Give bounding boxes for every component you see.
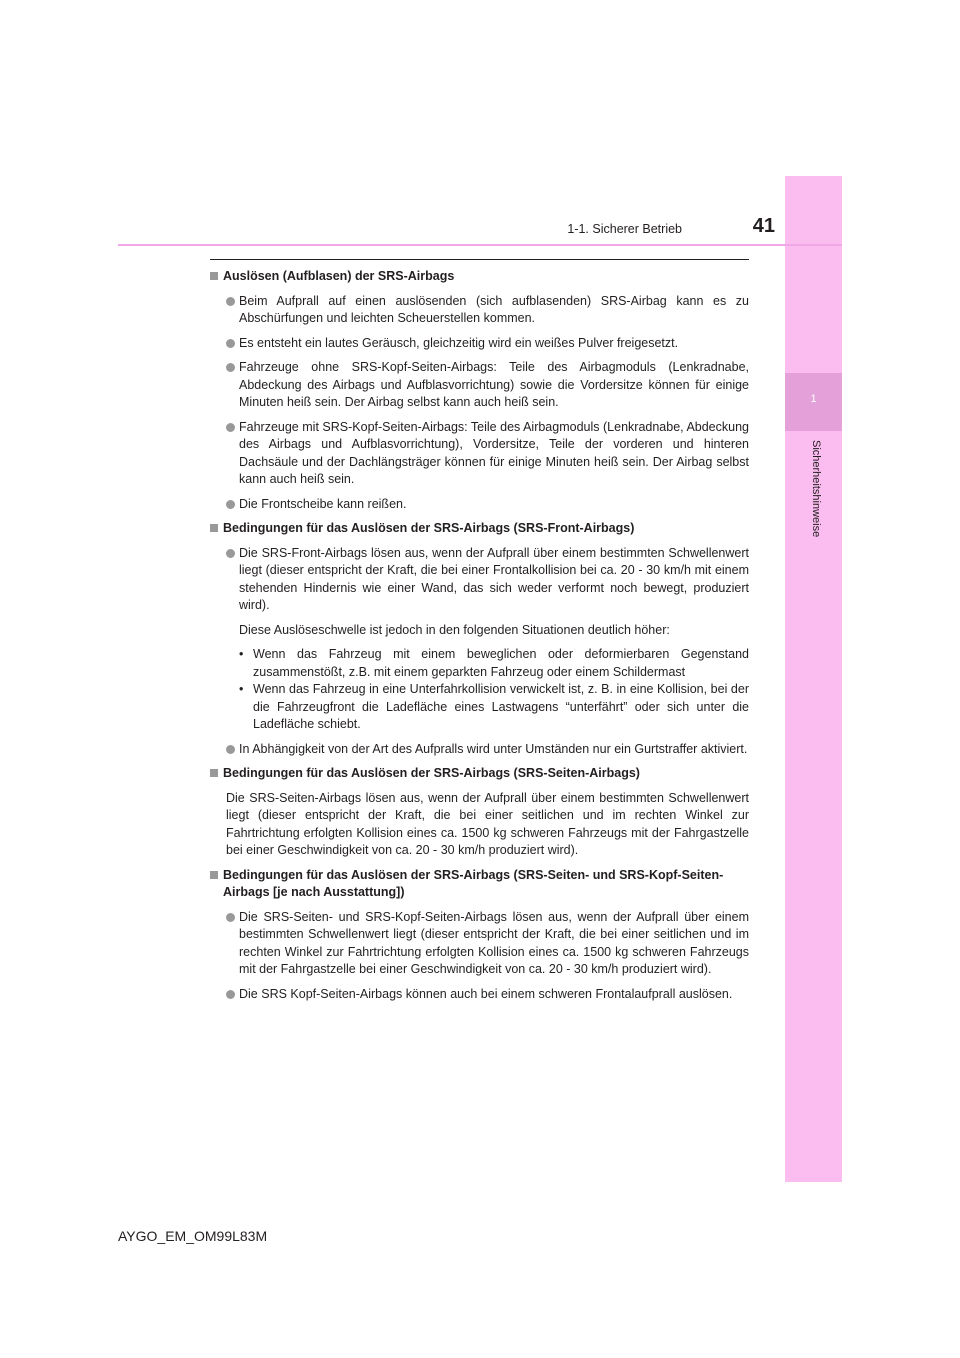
section-heading xyxy=(210,867,749,902)
list-item-text: Die SRS Kopf-Seiten-Airbags können auch bei einem schweren Frontalaufprall auslösen. xyxy=(239,986,733,1001)
circle-bullet-icon xyxy=(226,741,239,759)
chapter-title: Sicherheitshinweise xyxy=(810,440,822,538)
sub-list-item-text: Wenn das Fahrzeug in eine Unterfahrkollision verwickelt ist, z. B. in eine Kollision, bei der die Fahrzeugfront die Ladefläche eines Lastwagens “unterfährt” oder sich unter die Ladefläche schiebt. xyxy=(253,682,749,731)
list-item xyxy=(226,496,749,514)
sub-list-item-text: Wenn das Fahrzeug mit einem beweglichen oder deformierbaren Gegenstand zusammenstößt, z.B. mit einem geparkten Fahrzeug oder einem Schildermast xyxy=(253,647,749,679)
section-heading xyxy=(210,765,749,783)
circle-bullet-icon xyxy=(226,335,239,353)
page-number: 41 xyxy=(752,215,775,237)
square-bullet-icon xyxy=(210,268,223,286)
list-item xyxy=(226,293,749,328)
heading-text: Auslösen (Aufblasen) der SRS-Airbags xyxy=(223,269,455,283)
list-item-text: Es entsteht ein lautes Geräusch, gleichzeitig wird ein weißes Pulver freigesetzt. xyxy=(239,335,679,350)
sub-bullet: • xyxy=(239,647,244,661)
square-bullet-icon xyxy=(210,520,223,538)
list-item-text: Die SRS-Front-Airbags lösen aus, wenn der Aufprall über einem bestimmten Schwellenwert liegt (dieser entspricht der Kraft, die bei einer Frontalkollision bei ca. 20 - 30 km/h mit einem stehenden Hindernis wie einer Wand, das sich weder verformt noch bewegt, produziert wird). xyxy=(239,545,749,612)
list-item-text: Beim Aufprall auf einen auslösenden (sich aufblasenden) SRS-Airbag kann es zu Abschürfungen und leichten Scheuerstellen kommen. xyxy=(239,293,749,325)
list-item-text: In Abhängigkeit von der Art des Aufpralls wird unter Umständen nur ein Gurtstraffer aktiviert. xyxy=(239,741,748,756)
paragraph: Diese Auslöseschwelle ist jedoch in den folgenden Situationen deutlich höher: xyxy=(239,622,670,637)
list-item xyxy=(226,359,749,412)
list-item xyxy=(226,741,749,759)
sub-bullet: • xyxy=(239,682,244,696)
list-item xyxy=(226,909,749,979)
content-rule xyxy=(210,259,749,260)
square-bullet-icon xyxy=(210,867,223,902)
chapter-number: 1 xyxy=(810,393,817,405)
paragraph: Die SRS-Seiten-Airbags lösen aus, wenn der Aufprall über einem bestimmten Schwellenwert liegt (dieser entspricht der Kraft, die bei einer seitlichen und im rechten Winkel zur Fahrtrichtung erfolgten Kollision eines ca. 1500 kg schweren Fahrzeugs mit der Fahrgastzelle bei einer Geschwindigkeit von ca. 20 - 30 km/h produziert wird). xyxy=(226,790,749,857)
circle-bullet-icon xyxy=(226,419,239,489)
chapter-sidebar xyxy=(785,176,842,1182)
list-item-text: Die SRS-Seiten- und SRS-Kopf-Seiten-Airbags lösen aus, wenn der Aufprall über einem bestimmten Schwellenwert liegt (dieser entspricht der Kraft, die bei einer seitlichen und im rechten Winkel zur Fahrtrichtung erfolgten Kollision eines ca. 1500 kg schweren Fahrzeugs mit der Fahrgastzelle bei einer Geschwindigkeit von ca. 20 - 30 km/h produziert wird). xyxy=(239,909,749,976)
circle-bullet-icon xyxy=(226,545,239,615)
list-item-text: Fahrzeuge ohne SRS-Kopf-Seiten-Airbags: Teile des Airbagmoduls (Lenkradnabe, Abdeckung des Airbags und Aufblasvorrichtung) sowie die Vordersitze können für einige Minuten heiß sein. Der Airbag selbst kann auch heiß sein. xyxy=(239,360,749,409)
list-item-text: Die Frontscheibe kann reißen. xyxy=(239,496,407,511)
section-label: 1-1. Sicherer Betrieb xyxy=(567,222,682,236)
circle-bullet-icon xyxy=(226,909,239,979)
square-bullet-icon xyxy=(210,765,223,783)
heading-text: Bedingungen für das Auslösen der SRS-Airbags (SRS-Front-Airbags) xyxy=(223,521,635,535)
circle-bullet-icon xyxy=(226,496,239,514)
circle-bullet-icon xyxy=(226,986,239,1004)
circle-bullet-icon xyxy=(226,359,239,412)
list-item xyxy=(226,545,749,615)
heading-text: Bedingungen für das Auslösen der SRS-Airbags (SRS-Seiten-Airbags) xyxy=(223,766,640,780)
footer-code: AYGO_EM_OM99L83M xyxy=(118,1228,268,1244)
header-rule xyxy=(118,244,842,246)
heading-text: Bedingungen für das Auslösen der SRS-Airbags (SRS-Seiten- und SRS-Kopf-Seiten-Airbags [je nach Ausstattung]) xyxy=(223,867,724,899)
list-item xyxy=(226,419,749,489)
section-heading xyxy=(210,520,749,538)
page-content xyxy=(210,268,749,1010)
list-item xyxy=(226,335,749,353)
list-item xyxy=(226,986,749,1004)
section-heading xyxy=(210,268,749,286)
circle-bullet-icon xyxy=(226,293,239,328)
list-item-text: Fahrzeuge mit SRS-Kopf-Seiten-Airbags: Teile des Airbagmoduls (Lenkradnabe, Abdeckung des Airbags und Aufblasvorrichtung), Vordersitze, Teile der vorderen und hinteren Dachsäule und der Dachlängsträger können für einige Minuten heiß sein. Der Airbag selbst kann auch heiß sein. xyxy=(239,419,749,486)
sub-list-item xyxy=(239,646,749,681)
sub-list-item xyxy=(239,681,749,734)
